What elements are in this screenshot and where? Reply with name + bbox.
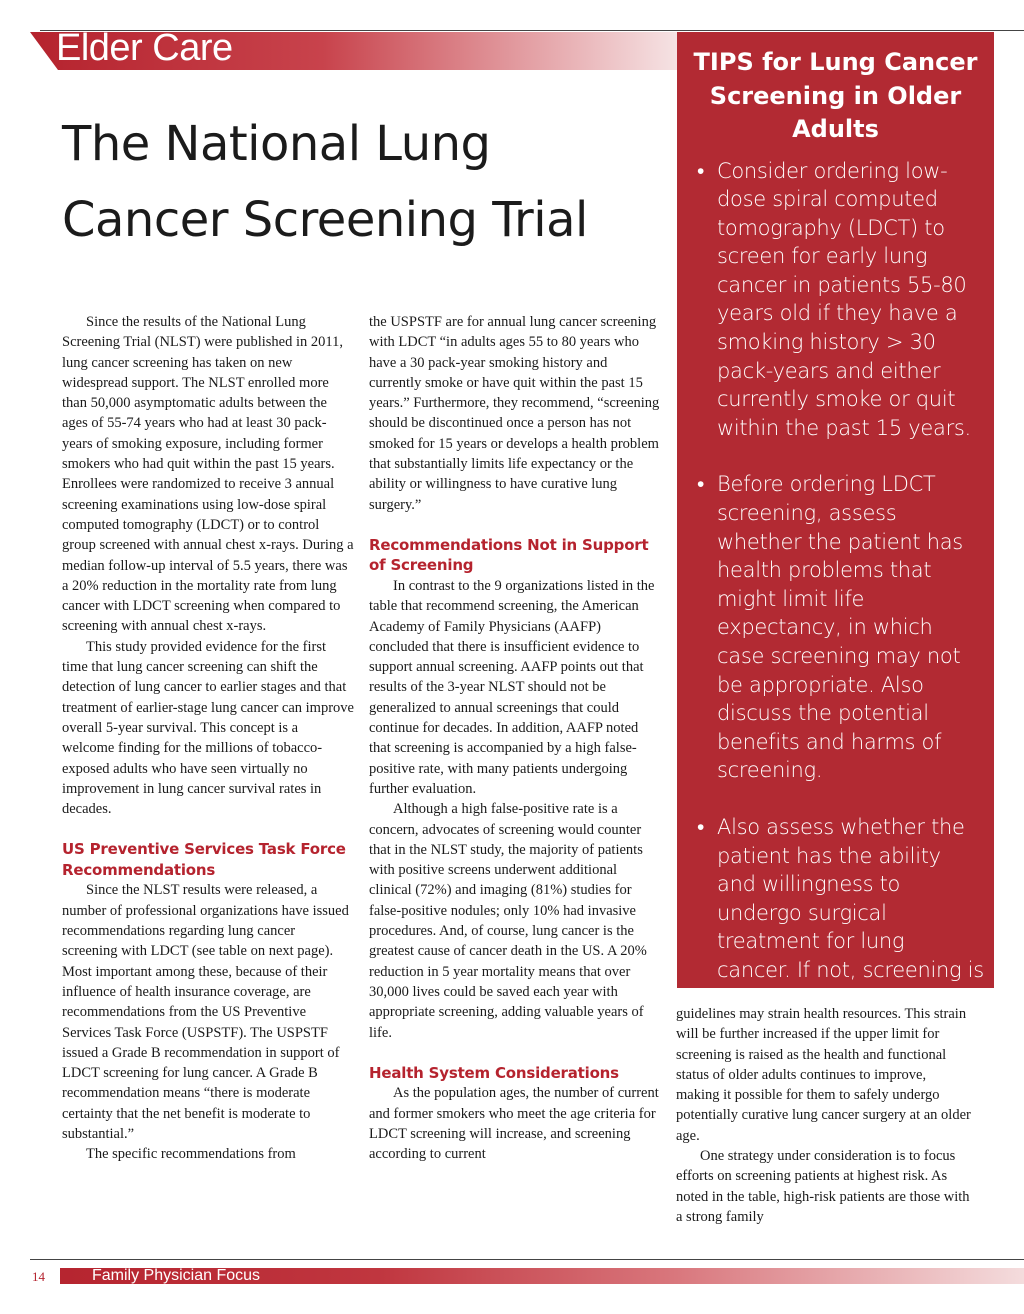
paragraph: Since the NLST results were released, a number of professional organizations have issued recommendations regarding lung cancer screening with LDCT (see table on next page). Most important among these, because of their influence of health insurance coverage, are recommendations from the US Preventive Services Task Force (USPSTF). The USPSTF issued a Grade B recommendation in support of LDCT screening for lung cancer. A Grade B recommendation means “there is moderate certainty that the net benefit is moderate to substantial.”: [62, 882, 349, 1142]
paragraph: As the population ages, the number of current and former smokers who meet the age criteria for LDCT screening will increase, and screening according to current: [369, 1085, 659, 1163]
tip-text: Before ordering LDCT screening, assess whether the patient has health problems that might limit life expectancy, in which case screening may not be appropriate. Also discuss the potential benefits and harms of screening.: [717, 472, 963, 783]
paragraph: guidelines may strain health resources. This strain will be further increased if the upper limit for screening is raised as the health and functional status of older adults continues to improve, making it possible for them to safely undergo potentially curative lung cancer surgery at an older age.: [676, 1006, 971, 1144]
paragraph: The specific recommendations from: [86, 1146, 296, 1163]
subheading-health-system: Health System Considerations: [369, 1063, 619, 1082]
tips-sidebar: [677, 32, 994, 1011]
paragraph: Since the results of the National Lung Screening Trial (NLST) were published in 2011, lung cancer screening has taken on new widespread support. The NLST enrolled more than 50,000 asymptomatic adults between the ages of 55-74 years who had at least 30 pack-years of smoking exposure, including former smokers who had quit within the past 15 years. Enrollees were randomized to receive 3 annual screening examinations using low-dose spiral computed tomography (LDCT) or to control group screened with annual chest x-rays. During a median follow-up interval of 5.5 years, there was a 20% reduction in the mortality rate from lung cancer with LDCT screening when compared to screening with annual chest x-rays.: [62, 314, 354, 635]
tip-item: [697, 813, 984, 1013]
paragraph: Although a high false-positive rate is a concern, advocates of screening would counter that in the NLST study, the majority of patients with positive screens underwent additional clinical (72%) and imaging (81%) studies for false-positive nodules; only 10% had invasive procedures. And, of course, lung cancer is the greatest cause of cancer death in the US. A 20% reduction in 5 year mortality means that over 30,000 lives could be saved each year with appropriate screening, adding valuable years of life.: [369, 801, 647, 1041]
bullet-icon: •: [697, 814, 705, 839]
paragraph: In contrast to the 9 organizations listed in the table that recommend screening, the American Academy of Family Physicians (AAFP) concluded that there is insufficient evidence to support annual screening. AAFP points out that results of the 3-year NLST should not be generalized to annual screenings that could continue for decades. In addition, AAFP noted that screening is accompanied by a high false-positive rate, with many patients undergoing further evaluation.: [369, 577, 655, 797]
section-label: Elder Care: [56, 27, 233, 69]
tips-title: TIPS for Lung Cancer Screening in Older Adults: [693, 48, 978, 143]
tip-text: Consider ordering low-dose spiral computed tomography (LDCT) to screen for early lung cancer in patients 55-80 years old if they have a smoking history > 30 pack-years and either currently smoke or quit within the past 15 years.: [717, 158, 971, 440]
article-title: The National Lung Cancer Screening Trial: [62, 116, 588, 248]
tip-text: Also assess whether the patient has the ability and willingness to undergo surgical treatment for lung cancer. If not, screening is not appropriate.: [717, 814, 984, 1011]
paragraph: the USPSTF are for annual lung cancer screening with LDCT “in adults ages 55 to 80 years who have a 30 pack-year smoking history and currently smoke or have quit within the past 15 years.” Furthermore, they recommend, “screening should be discontinued once a person has not smoked for 15 years or develops a health problem that substantially limits life expectancy or the ability or willingness to have curative lung surgery.”: [369, 314, 660, 513]
article-column-1: [62, 312, 354, 1165]
article-column-3: [676, 1004, 972, 1227]
subheading-not-in-support: Recommendations Not in Support of Screening: [369, 535, 649, 575]
tip-item: [697, 157, 984, 443]
tip-item: [697, 470, 984, 785]
publication-name: Family Physician Focus: [92, 1267, 261, 1284]
page-number: 14: [30, 1268, 60, 1284]
article-column-2: [369, 312, 662, 1164]
paragraph: This study provided evidence for the first time that lung cancer screening can shift the detection of lung cancer to earlier stages and that treatment of earlier-stage lung cancer can improve overall 5-year survival. This concept is a welcome finding for the millions of tobacco-exposed adults who have seen virtually no improvement in lung cancer survival rates in decades.: [62, 638, 354, 818]
paragraph: One strategy under consideration is to focus efforts on screening patients at highest risk. As noted in the table, high-risk patients are those with a strong family: [676, 1148, 970, 1225]
tips-list: [677, 157, 994, 1014]
bottom-rule: [30, 1259, 1024, 1260]
subheading-uspstf: US Preventive Services Task Force Recommendations: [62, 840, 346, 879]
bullet-icon: •: [697, 472, 705, 497]
bullet-icon: •: [697, 158, 705, 183]
